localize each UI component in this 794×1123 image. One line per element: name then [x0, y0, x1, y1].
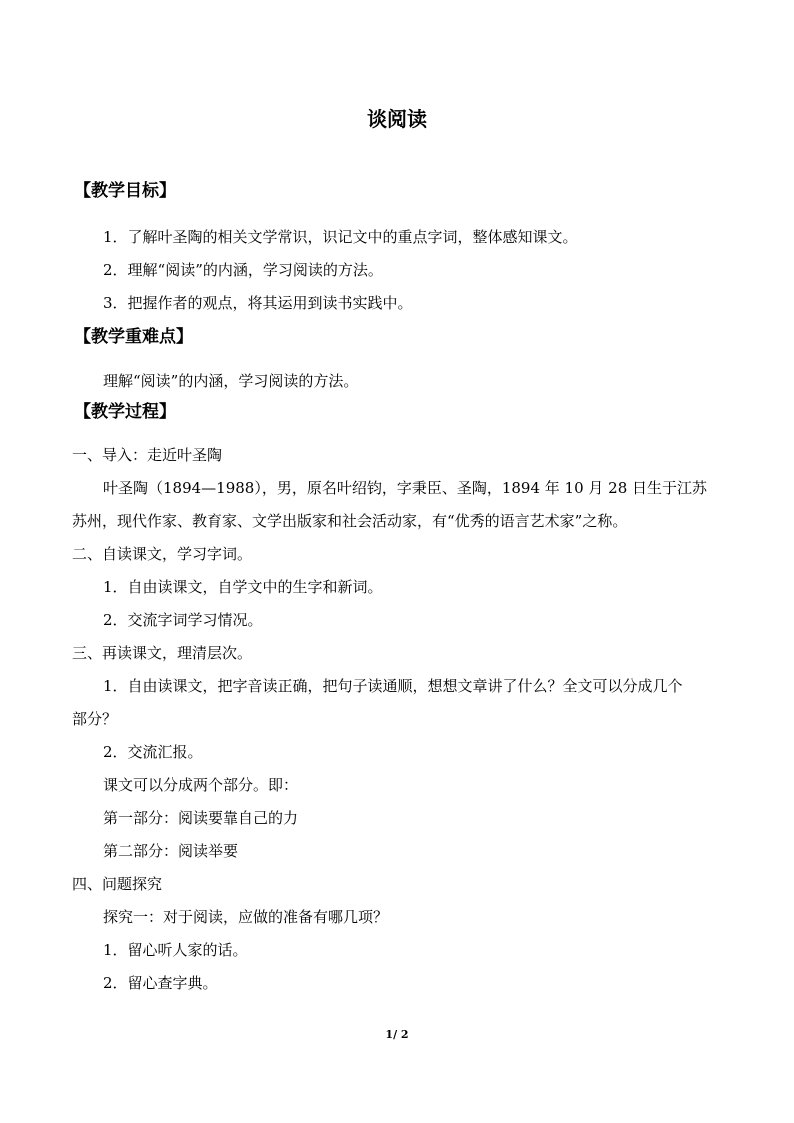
paragraph-line: 探究一：对于阅读，应做的准备有哪几项？ — [103, 908, 389, 926]
list-item: 2．交流汇报。 — [103, 743, 203, 761]
paragraph-line: 课文可以分成两个部分。即： — [103, 776, 299, 794]
list-item: 1．了解叶圣陶的相关文学常识，识记文中的重点字词，整体感知课文。 — [103, 228, 578, 246]
paragraph-line: 第一部分：阅读要靠自己的力 — [103, 809, 299, 827]
section-heading: 【教学过程】 — [74, 402, 176, 422]
paragraph-line: 叶圣陶（1894—1988），男，原名叶绍钧，字秉臣、圣陶，1894 年 10 月 28 日生于江苏 — [103, 479, 708, 497]
paragraph-line: 理解“阅读”的内涵，学习阅读的方法。 — [103, 372, 359, 390]
process-step-heading: 二、自读课文，学习字词。 — [72, 545, 253, 563]
list-item: 2．交流字词学习情况。 — [103, 611, 263, 629]
list-item: 1．自由读课文，把字音读正确，把句子读通顺，想想文章讲了什么？全文可以分成几个 — [103, 677, 683, 695]
list-item: 2．理解“阅读”的内涵，学习阅读的方法。 — [103, 261, 383, 279]
paragraph-line-continued: 苏州，现代作家、教育家、文学出版家和社会活动家，有“优秀的语言艺术家”之称。 — [72, 512, 628, 530]
list-item: 1．留心听人家的话。 — [103, 941, 248, 959]
process-step-heading: 三、再读课文，理清层次。 — [72, 644, 253, 662]
list-item: 2．留心查字典。 — [103, 974, 218, 992]
document-title: 谈阅读 — [367, 107, 427, 131]
section-heading: 【教学重难点】 — [74, 327, 193, 347]
process-step-heading: 四、问题探究 — [72, 875, 163, 893]
section-heading: 【教学目标】 — [74, 181, 176, 201]
process-step-heading: 一、导入：走近叶圣陶 — [72, 446, 223, 464]
paragraph-line: 第二部分：阅读举要 — [103, 842, 239, 860]
paragraph-line-continued: 部分？ — [72, 710, 118, 728]
page-number: 1/ 2 — [385, 1028, 409, 1041]
list-item: 1．自由读课文，自学文中的生字和新词。 — [103, 578, 383, 596]
list-item: 3．把握作者的观点，将其运用到读书实践中。 — [103, 294, 413, 312]
